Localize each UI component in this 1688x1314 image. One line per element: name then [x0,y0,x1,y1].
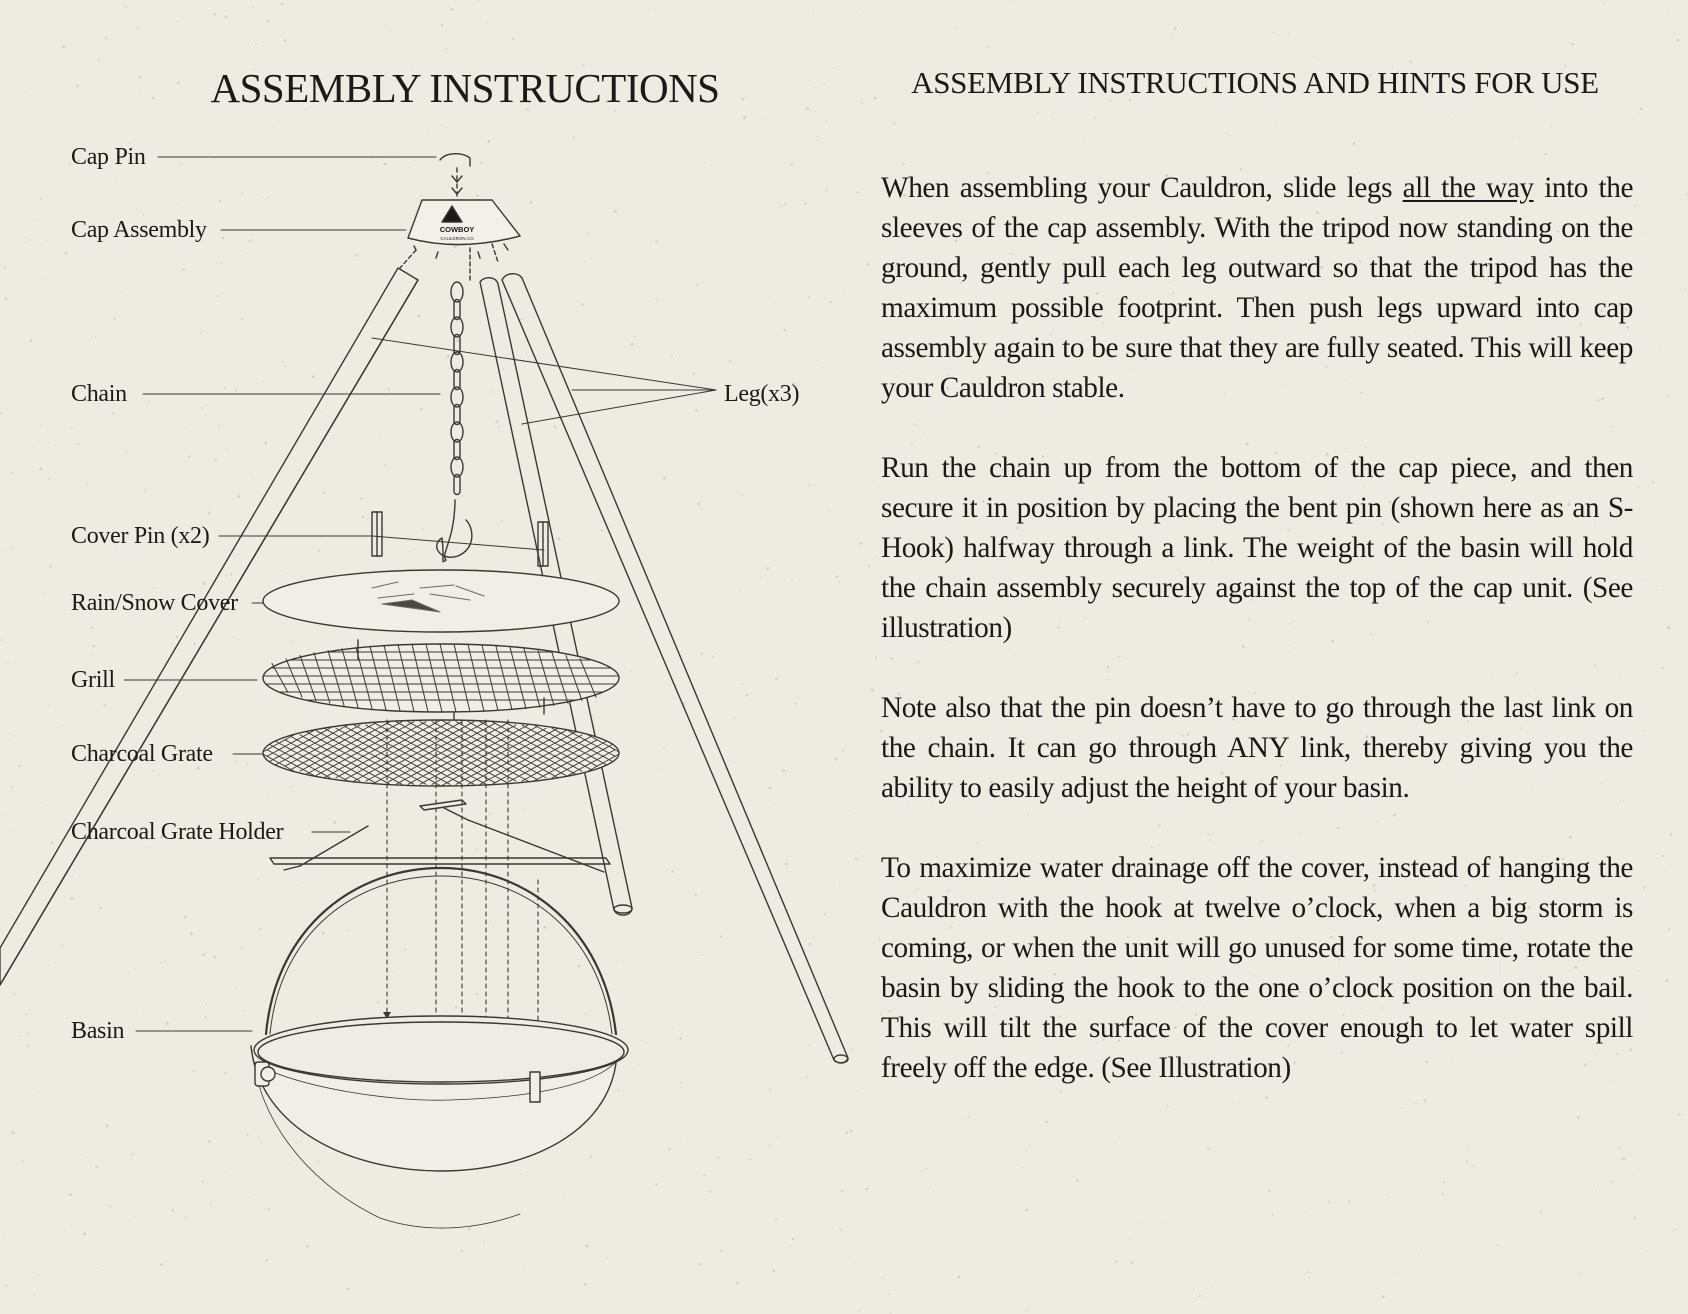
chain-drawing [451,282,463,495]
charcoal-grate-holder-drawing [270,800,610,872]
paragraph-legs-start: When assembling your Cauldron, slide legs [881,172,1403,204]
underlined-emphasis: all the way [1402,172,1534,204]
label-chain: Chain [71,381,127,407]
cap-pin-drawing [440,154,470,196]
s-hook [437,500,472,562]
label-charcoal-grate: Charcoal Grate [71,741,213,767]
label-cap-assembly: Cap Assembly [71,217,207,243]
basin-drawing [251,868,628,1228]
assembly-instructions-title: ASSEMBLY INSTRUCTIONS [210,65,720,111]
label-charcoal-grate-holder: Charcoal Grate Holder [71,819,284,845]
paragraph-chain: Run the chain up from the bottom of the cap piece, and then secure it in position by placing the bent pin (shown here as an S-Hook) halfway through a link. The weight of the basin will hold the chain assembly securely against the top of the cap unit. (See illustration) [881,452,1633,644]
cap-logo-line1: COWBOY [439,225,475,234]
hints-title: ASSEMBLY INSTRUCTIONS AND HINTS FOR USE [911,65,1599,100]
label-cover-pin: Cover Pin (x2) [71,523,210,549]
label-leg: Leg(x3) [724,381,800,407]
charcoal-grate-drawing [263,720,619,786]
paragraph-legs [881,168,1633,408]
label-grill: Grill [71,667,115,693]
label-cap-pin: Cap Pin [71,144,146,170]
paragraph-drainage: To maximize water drainage off the cover, instead of hanging the Cauldron with the hook at twelve o’clock, when a big storm is coming, or when the unit will go unused for some time, rotate the basin by sliding the hook to the one o’clock position on the bail. This will tilt the surface of the cover enough to let water spill freely off the edge. (See Illustration) [881,852,1633,1084]
paragraph-legs-end: into the sleeves of the cap assembly. With the tripod now standing on the ground, gently pull each leg outward so that the tripod has the maximum possible footprint. Then push legs upward into cap assembly again to be sure that they are fully seated. This will keep your Cauldron stable. [881,172,1633,404]
label-basin: Basin [71,1018,125,1044]
paragraph-pin: Note also that the pin doesn’t have to go through the last link on the chain. It can go through ANY link, thereby giving you the ability to easily adjust the height of your basin. [881,692,1633,804]
instructions-body [881,168,1633,1128]
rain-snow-cover-drawing [263,570,619,632]
cap-logo-line2: CAULDRON CO [440,236,474,241]
cover-pins [372,512,548,566]
label-rain-snow-cover: Rain/Snow Cover [71,590,238,616]
grill-drawing [263,640,619,720]
